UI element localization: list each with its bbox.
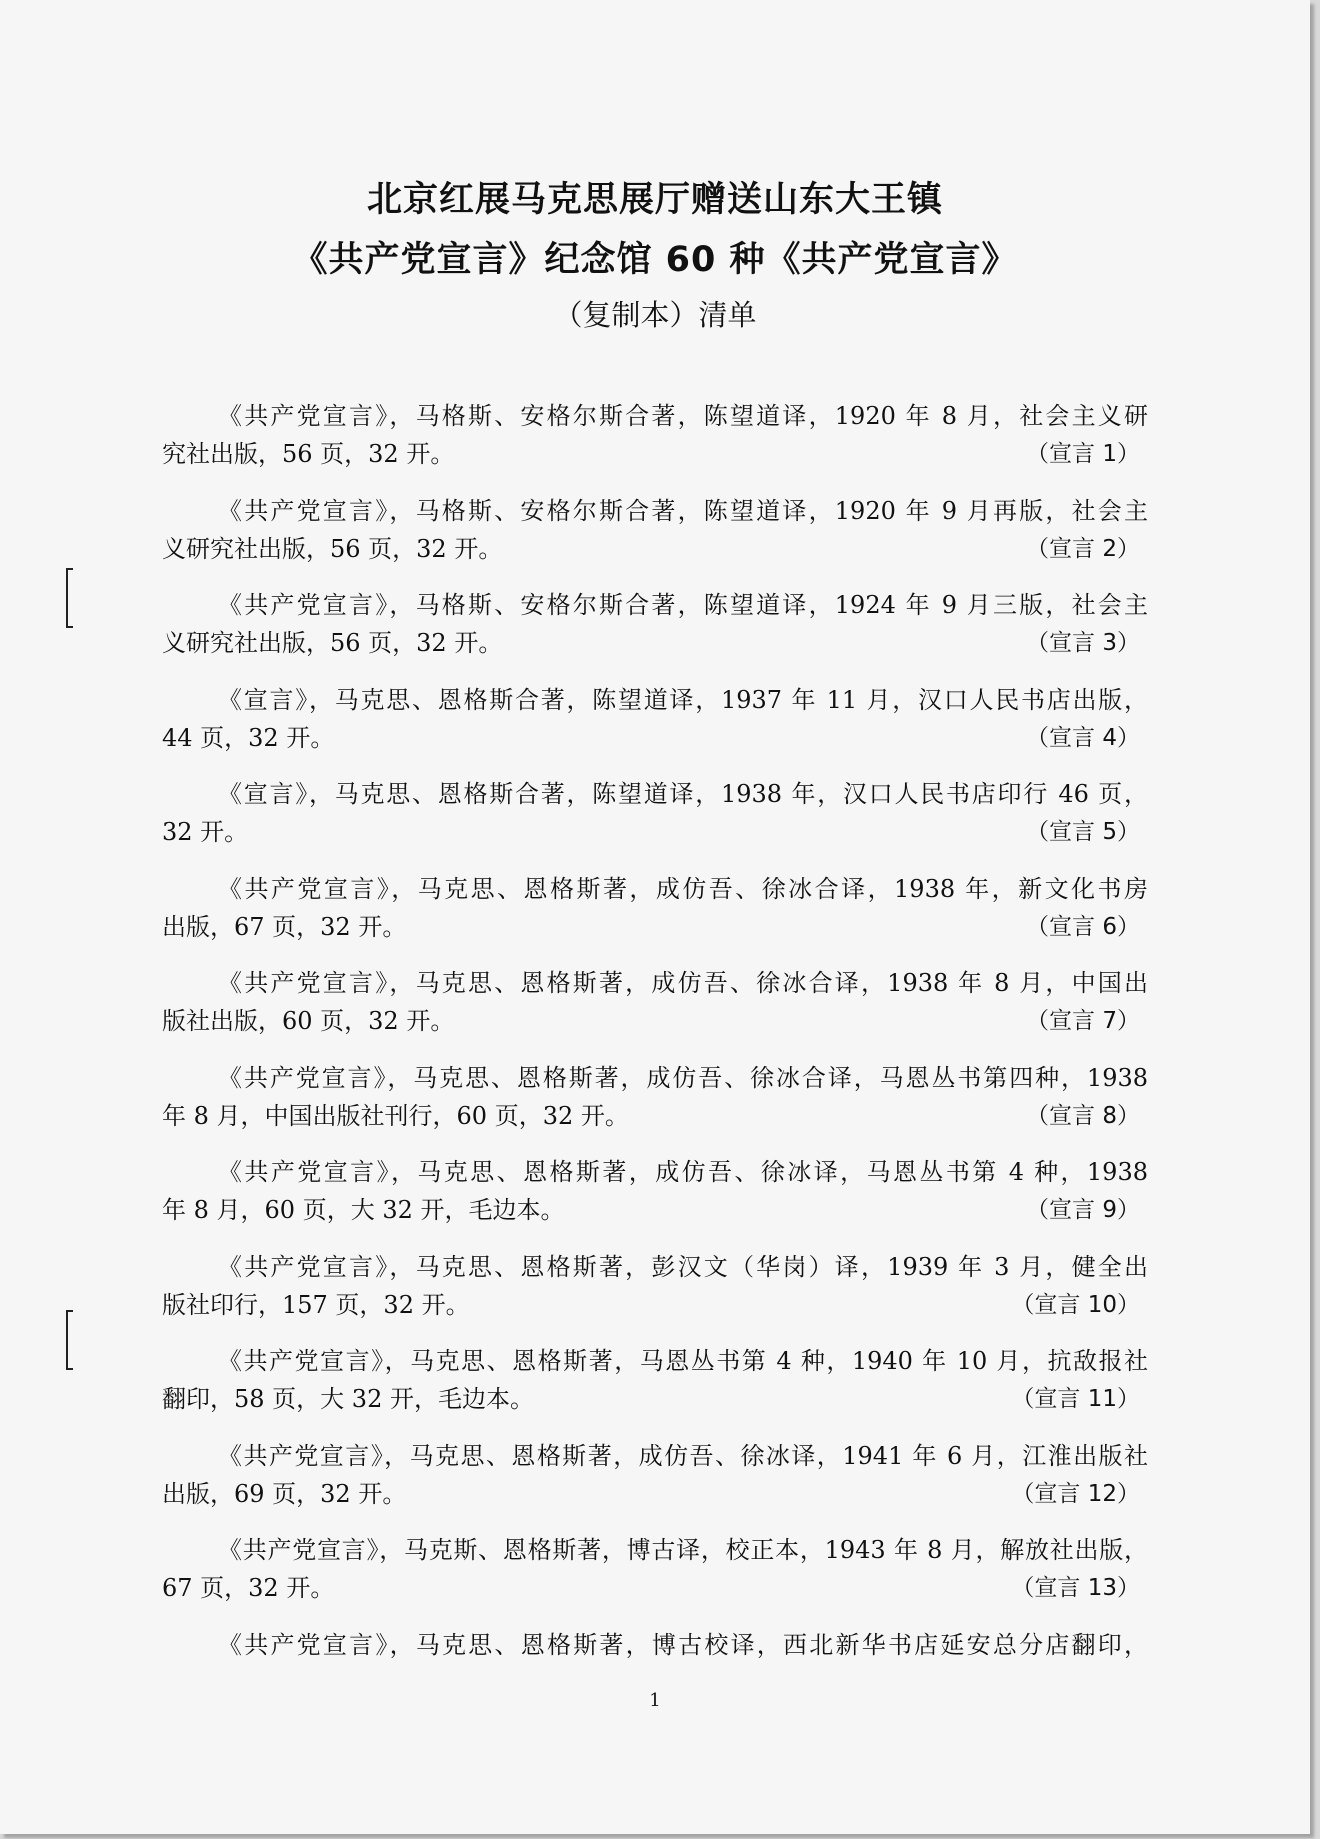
entry-text-line1: 《共产党宣言》，马格斯、安格尔斯合著，陈望道译，1920 年 8 月，社会主义研 — [218, 402, 1148, 430]
entry-code: （宣言 9） — [1026, 1197, 1140, 1223]
list-item — [162, 1060, 1148, 1155]
entry-code: （宣言 5） — [1026, 819, 1140, 845]
entry-text-line2: 出版，69 页，32 开。 — [162, 1479, 407, 1508]
entry-text-line1: 《共产党宣言》，马格斯、安格尔斯合著，陈望道译，1920 年 9 月再版，社会主 — [218, 496, 1148, 525]
entry-code: （宣言 1） — [1026, 441, 1140, 467]
entry-text-line2: 义研究社出版，56 页，32 开。 — [162, 629, 503, 657]
entry-text-line2: 年 8 月，60 页，大 32 开，毛边本。 — [162, 1196, 565, 1224]
page-number: 1 — [649, 1690, 661, 1711]
entry-list — [162, 398, 1148, 1721]
list-item — [162, 493, 1148, 588]
entry-text-line1: 《宣言》，马克思、恩格斯合著，陈望道译，1938 年，汉口人民书店印行 46 页， — [218, 780, 1148, 808]
entry-text-line1: 《共产党宣言》，马克思、恩格斯著，成仿吾、徐冰合译，1938 年 8 月，中国出 — [218, 969, 1148, 997]
entry-text-line1: 《共产党宣言》，马克思、恩格斯著，博古校译，西北新华书店延安总分店翻印， — [218, 1630, 1148, 1659]
entry-code: （宣言 13） — [1011, 1575, 1140, 1601]
list-item — [162, 1438, 1148, 1533]
entry-text-line2: 67 页，32 开。 — [162, 1574, 335, 1602]
entry-text-line1: 《共产党宣言》，马克思、恩格斯著，成仿吾、徐冰译，马恩丛书第 4 种，1938 — [218, 1158, 1148, 1186]
list-item — [162, 965, 1148, 1060]
list-item — [162, 871, 1148, 966]
entry-text-line2: 32 开。 — [162, 818, 249, 846]
entry-code: （宣言 3） — [1026, 630, 1140, 656]
entry-text-line1: 《宣言》，马克思、恩格斯合著，陈望道译，1937 年 11 月，汉口人民书店出版， — [218, 685, 1148, 714]
entry-text-line2: 44 页，32 开。 — [162, 723, 335, 752]
entry-text-line2: 义研究社出版，56 页，32 开。 — [162, 534, 503, 563]
binding-mark-lower — [66, 1310, 73, 1370]
entry-code: （宣言 11） — [1011, 1386, 1140, 1412]
list-item — [162, 1249, 1148, 1344]
entry-text-line2: 究社出版，56 页，32 开。 — [162, 440, 455, 468]
entry-code: （宣言 12） — [1011, 1480, 1140, 1507]
entry-text-line1: 《共产党宣言》，马克思、恩格斯著，彭汉文（华岗）译，1939 年 3 月，健全出 — [218, 1252, 1148, 1281]
list-item — [162, 682, 1148, 777]
entry-code: （宣言 6） — [1026, 913, 1140, 940]
entry-text-line1: 《共产党宣言》，马克思、恩格斯著，成仿吾、徐冰合译，马恩丛书第四种，1938 — [218, 1063, 1148, 1092]
title-line-1: 北京红展马克思展厅赠送山东大王镇 — [366, 180, 943, 220]
entry-text-line1: 《共产党宣言》，马格斯、安格尔斯合著，陈望道译，1924 年 9 月三版，社会主 — [218, 591, 1148, 619]
entry-code: （宣言 2） — [1026, 535, 1140, 562]
entry-text-line1: 《共产党宣言》，马克思、恩格斯著，马恩丛书第 4 种，1940 年 10 月，抗敌报社 — [218, 1347, 1148, 1375]
entry-text-line2: 翻印，58 页，大 32 开，毛边本。 — [162, 1385, 534, 1413]
list-item — [162, 587, 1148, 682]
list-item — [162, 1343, 1148, 1438]
list-item — [162, 398, 1148, 493]
binding-mark-upper — [66, 568, 73, 628]
title-block — [0, 170, 1310, 340]
entry-text-line2: 年 8 月，中国出版社刊行，60 页，32 开。 — [162, 1101, 629, 1130]
list-item — [162, 1154, 1148, 1249]
entry-text-line1: 《共产党宣言》，马克思、恩格斯著，成仿吾、徐冰合译，1938 年，新文化书房 — [218, 874, 1148, 903]
entry-text-line2: 出版，67 页，32 开。 — [162, 912, 407, 941]
subtitle: （复制本）清单 — [553, 298, 757, 332]
entry-text-line1: 《共产党宣言》，马克思、恩格斯著，成仿吾、徐冰译，1941 年 6 月，江淮出版社 — [218, 1441, 1148, 1470]
title-line-2: 《共产党宣言》纪念馆 60 种《共产党宣言》 — [292, 240, 1018, 280]
entry-text-line2: 版社印行，157 页，32 开。 — [162, 1290, 470, 1319]
list-item — [162, 1532, 1148, 1627]
entry-code: （宣言 10） — [1011, 1291, 1140, 1318]
entry-code: （宣言 4） — [1026, 724, 1140, 751]
list-item — [162, 776, 1148, 871]
entry-text-line1: 《共产党宣言》，马克斯、恩格斯著，博古译，校正本，1943 年 8 月，解放社出版， — [218, 1536, 1148, 1564]
entry-code: （宣言 8） — [1026, 1102, 1140, 1129]
entry-code: （宣言 7） — [1026, 1008, 1140, 1034]
entry-text-line2: 版社出版，60 页，32 开。 — [162, 1007, 455, 1035]
